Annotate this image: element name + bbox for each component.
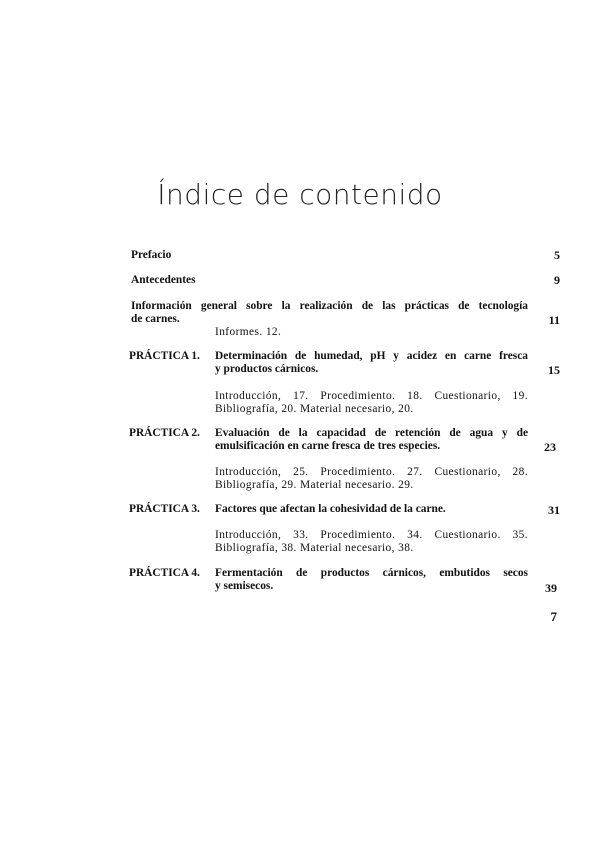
toc-entry-title-line: Fermentación de productos cárnicos, embutidos secos <box>215 567 528 579</box>
toc-entry-title-line: Factores que afectan la cohesividad de la carne. <box>215 503 446 515</box>
toc-entry-title-line: y semisecos. <box>215 580 274 592</box>
toc-entry-details: Introducción, 33. Procedimiento. 34. Cuestionario. 35. <box>215 529 528 541</box>
practica-label: PRÁCTICA 4. <box>129 567 200 579</box>
toc-entry-title-line: y productos cárnicos. <box>215 363 319 375</box>
toc-page-number: 9 <box>554 273 560 287</box>
toc-page-number: 31 <box>548 503 560 517</box>
toc-entry-title-line: Determinación de humedad, pH y acidez en carne fresca <box>215 350 528 362</box>
folio-page-number: 7 <box>550 609 557 624</box>
toc-entry-details: Introducción, 17. Procedimiento. 18. Cuestionario, 19. <box>215 390 528 402</box>
toc-entry-title-line: de carnes. <box>131 313 180 325</box>
toc-entry-details: Informes. 12. <box>215 326 282 338</box>
toc-entry-title-line: Información general sobre la realización de las prácticas de tecnología <box>131 300 528 312</box>
practica-label: PRÁCTICA 2. <box>129 427 200 439</box>
toc-entry-title-line: Evaluación de la capacidad de retención de agua y de <box>215 427 528 439</box>
toc-entry-details: Bibliografía, 38. Material necesario, 38. <box>215 542 414 554</box>
page-title: Índice de contenido <box>157 178 443 211</box>
toc-entry-prefacio: Prefacio <box>131 249 172 261</box>
toc-entry-details: Bibliografía, 29. Material necesario. 29. <box>215 479 414 491</box>
toc-entry-antecedentes: Antecedentes <box>131 274 196 286</box>
toc-page-number: 5 <box>554 248 560 262</box>
toc-page-number: 15 <box>548 363 560 377</box>
toc-entry-details: Bibliografía, 20. Material necesario, 20. <box>215 403 414 415</box>
practica-label: PRÁCTICA 1. <box>129 350 200 362</box>
toc-page-number: 23 <box>544 440 556 454</box>
toc-page-number: 39 <box>545 581 557 595</box>
toc-entry-details: Introducción, 25. Procedimiento. 27. Cuestionario, 28. <box>215 466 528 478</box>
toc-page-number: 11 <box>548 313 560 327</box>
practica-label: PRÁCTICA 3. <box>129 503 200 515</box>
toc-entry-title-line: emulsificación en carne fresca de tres especies. <box>215 440 441 452</box>
